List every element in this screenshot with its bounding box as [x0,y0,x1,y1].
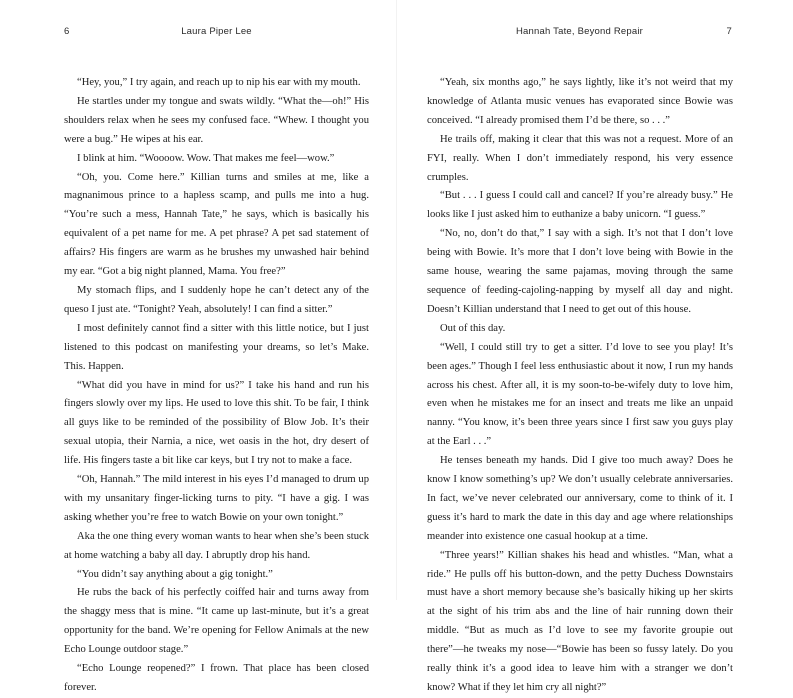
right-page [397,0,793,693]
paragraph: “What did you have in mind for us?” I take his hand and run his fingers slowly over my lips. He used to love this shit. To be fair, I think all guys like to be reminded of the possibility of Blow Job. It’s their sexual utopia, their Narnia, a nice, wet oasis in the hot, dry desert of life. His fingers taste a bit like car keys, but I try not to make a face. [64,379,369,467]
paragraph: He rubs the back of his perfectly coiffed hair and turns away from the shaggy mess that is mine. “It came up last-minute, but it’s a great opportunity for the band. We’re opening for Fellow Animals at the new Echo Lounge outdoor stage.” [64,587,369,656]
page-number: 7 [726,26,732,37]
running-head-title: Hannah Tate, Beyond Repair [515,26,644,37]
paragraph: He startles under my tongue and swats wildly. “What the—oh!” His shoulders relax when he sees my confused face. “Whew. I thought you were a bug.” He wipes at his ear. [64,95,369,145]
paragraph: He trails off, making it clear that this was not a request. More of an FYI, really. When I don’t immediately respond, his very essence crumples. [427,133,733,183]
paragraph: My stomach flips, and I suddenly hope he can’t detect any of the queso I just ate. “Tonight? Yeah, absolutely! I can find a sitter.” [64,284,369,315]
paragraph: “You didn’t say anything about a gig tonight.” [77,568,273,580]
paragraph: Out of this day. [440,322,506,334]
paragraph: “Hey, you,” I try again, and reach up to nip his ear with my mouth. [77,77,361,88]
paragraph: He tenses beneath my hands. Did I give too much away? Does he know I know something’s up? We don’t usually celebrate anniversaries. In fact, we’ve never celebrated our anniversary, come to think of it. I guess it’s hard to mark the date in this day and age where relationships meander into existence one casual hookup at a time. [427,455,733,542]
paragraph: I most definitely cannot find a sitter with this little notice, but I just listened to this podcast on manifesting your dreams, so let’s Make. This. Happen. [64,322,369,372]
paragraph: Aka the one thing every woman wants to hear when she’s been stuck at home watching a baby all day. I abruptly drop his hand. [64,530,369,561]
left-page-body [64,74,369,698]
paragraph: “Oh, you. Come here.” Killian turns and smiles at me, like a magnanimous prince to a hapless scamp, and pulls me into a hug. “You’re such a mess, Hannah Tate,” he says, which is basically his equivalent of a pet name for me. A pet phrase? A pet sad statement of affairs? His fingers are warm as he brushes my unwashed hair behind my ear. “Got a big night planned, Mama. You free?” [64,171,369,278]
left-page [0,0,396,693]
right-page-body [427,74,733,698]
paragraph: “No, no, don’t do that,” I say with a sigh. It’s not that I don’t love being with Bowie. It’s more that I don’t love being with Bowie in the same house, wearing the same pajamas, moving through the same sequence of feeding-cajoling-napping by myself all day and night. Doesn’t Killian understand that I need to get out of this house. [427,228,733,315]
paragraph: “Three years!” Killian shakes his head and whistles. “Man, what a ride.” He pulls off his button-down, and the petty Duchess Downstairs must have a short memory because she’s basically hiking up her skirts at the sight of his trim abs and the line of hair running down their middle. “But as much as I’d love to see my favorite groupie out there”—he tweaks my nose—“Bowie has been so fussy lately. Do you really think it’s a good idea to leave him with a stranger we don’t know? What if they let him cry all night?” [427,549,733,693]
paragraph: “But . . . I guess I could call and cancel? If you’re already busy.” He looks like I just asked him to euthanize a baby unicorn. “I guess.” [427,190,733,221]
page-number: 6 [64,26,70,37]
paragraph: “Well, I could still try to get a sitter. I’d love to see you play! It’s been ages.” Though I feel less enthusiastic about it now, I run my hands across his chest. After all, it is my soon-to-be-wifely duty to love him, even when he mistakes me for an insect and treats me like an unpaid nanny. “You know, it’s been three years since I first saw you guys play at the Earl . . .” [427,341,733,448]
paragraph: I blink at him. “Woooow. Wow. That makes me feel—wow.” [77,152,335,164]
paragraph: “Yeah, six months ago,” he says lightly, like it’s not weird that my knowledge of Atlanta music venues has evaporated since Bowie was conceived. “I already promised them I’d be there, so . . .” [427,77,733,126]
right-page-header [427,26,732,40]
running-head-author: Laura Piper Lee [181,26,252,37]
paragraph: “Oh, Hannah.” The mild interest in his eyes I’d managed to drum up with my unsanitary finger-licking turns to pity. “I have a gig. I was asking whether you’re free to watch Bowie on your own tonight.” [64,474,369,523]
left-page-header [64,26,369,40]
paragraph: “Echo Lounge reopened?” I frown. That place has been closed forever. [64,663,369,693]
